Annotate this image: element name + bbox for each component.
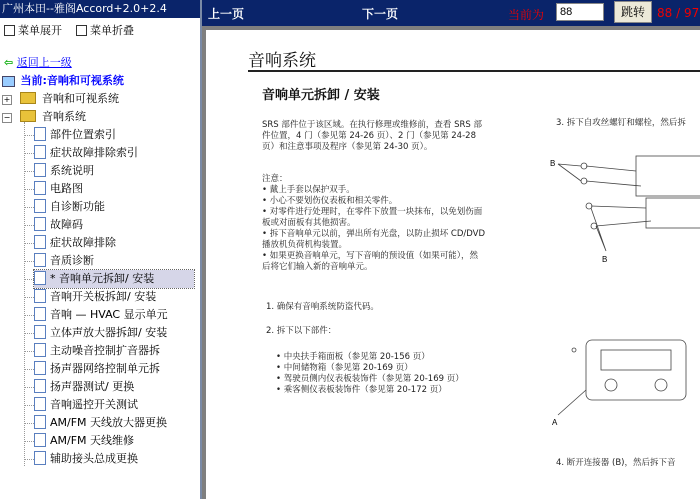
document-icon [34, 289, 46, 303]
section-title: 音响系统 [248, 51, 316, 71]
tree-branch-line [24, 369, 34, 370]
next-page-button[interactable]: 下一页 [362, 7, 399, 21]
menu-item[interactable] [34, 450, 178, 468]
audio-unit-removal-figure [546, 126, 700, 276]
menu-item[interactable] [34, 270, 194, 288]
tree-branch-line [24, 207, 34, 208]
menu-item-label: AM/FM 天线维修 [50, 434, 135, 447]
step-1: 1. 确保有音响系统防盗代码。 [266, 302, 379, 312]
document-icon [34, 145, 46, 159]
subsection-title: 音响单元拆卸 / 安装 [262, 88, 380, 103]
menu-item-label: 系统说明 [50, 164, 94, 177]
folder-audio-system[interactable]: − 音响系统 [3, 110, 86, 123]
step-4: 4. 断开连接器 (B)，然后拆下音 [556, 458, 676, 468]
menu-item[interactable] [34, 252, 134, 270]
menu-item[interactable] [34, 378, 174, 396]
menu-item[interactable] [34, 324, 202, 342]
document-icon [34, 343, 46, 357]
tree-branch-line [24, 279, 34, 280]
menu-item-label: 音响开关板拆卸/ 安装 [50, 290, 157, 303]
jump-button[interactable]: 跳转 [614, 1, 652, 23]
tree-branch-line [24, 135, 34, 136]
menu-item-label: AM/FM 天线放大器更换 [50, 416, 168, 429]
tree-connector [24, 122, 25, 466]
menu-item[interactable] [34, 198, 145, 216]
expand-menu-button[interactable]: 菜单展开 [4, 22, 62, 38]
menu-item[interactable] [34, 234, 156, 252]
step-2: 2. 拆下以下部件： [266, 326, 337, 336]
document-icon [34, 325, 46, 339]
menu-item-label: 立体声放大器拆卸/ 安装 [50, 326, 168, 339]
tree-branch-line [24, 333, 34, 334]
open-folder-icon [20, 110, 36, 122]
document-viewer [202, 26, 700, 499]
tree-branch-line [24, 387, 34, 388]
menu-item[interactable] [34, 180, 123, 198]
menu-item-label: 部件位置索引 [50, 128, 116, 141]
menu-item-label: 自诊断功能 [50, 200, 105, 213]
page-number-input[interactable] [556, 3, 604, 21]
document-icon [34, 307, 46, 321]
menu-item-label: 音响遥控开关测试 [50, 398, 138, 411]
collapse-menu-button[interactable]: 菜单折叠 [76, 22, 134, 38]
tree-branch-line [24, 351, 34, 352]
collapse-minus-icon[interactable]: − [3, 113, 11, 122]
menu-item-label: 故障码 [50, 218, 83, 231]
menu-item-label: 辅助接头总成更换 [50, 452, 138, 465]
document-icon [34, 379, 46, 393]
tree-branch-line [24, 441, 34, 442]
document-icon [34, 199, 46, 213]
document-icon [34, 253, 46, 267]
tree-branch-line [24, 189, 34, 190]
back-link[interactable]: ⇦ 返回上一级 [4, 56, 72, 69]
current-page-label: 当前为 [508, 8, 545, 22]
menu-item[interactable] [34, 432, 174, 450]
fig-label-a: A [552, 418, 558, 427]
menu-item-label: 扬声器网络控制单元拆 [50, 362, 160, 375]
document-icon [34, 397, 46, 411]
document-icon [34, 163, 46, 177]
parts-list: • 中央扶手箱面板（参见第 20-156 页） • 中间储物箱（参见第 20-169 页） • 驾驶员侧内仪表板装饰件（参见第 20-169 页） • 乘客侧仪表板装饰件（参见第 20-172 页） [276, 352, 464, 395]
document-icon [34, 181, 46, 195]
expand-plus-icon[interactable]: + [3, 95, 11, 104]
menu-item-label: 主动噪音控制扩音器拆 [50, 344, 160, 357]
tree-branch-line [24, 315, 34, 316]
fig-label-b: B [550, 159, 556, 168]
document-icon [34, 235, 46, 249]
document-icon [34, 433, 46, 447]
menu-item[interactable] [34, 126, 156, 144]
folder-icon [20, 92, 36, 104]
document-icon [34, 415, 46, 429]
tree-branch-line [24, 171, 34, 172]
tree-branch-line [24, 405, 34, 406]
computer-icon [2, 76, 15, 87]
menu-item-label: 症状故障排除 [50, 236, 116, 249]
srs-warning: SRS 部件位于该区域。在执行修理或维修前，查看 SRS 部 件位置，4 门（参见第 24-26 页）、2 门（参见第 24-28 页）和注意事项及程序（参见第 24-30 页）。 [262, 120, 483, 152]
menu-item-label: 音质诊断 [50, 254, 94, 267]
current-location: 当前:音响和可视系统 [2, 72, 124, 90]
notes: 注意： • 戴上手套以保护双手。 • 小心不要划伤仪表板和相关零件。 • 对零件进行处理时，在零件下放置一块抹布，以免划伤面 板或对面板有其他损害。 • 拆下音响单元以前，弹出所有光盘，以防止损坏 CD/DVD 播放机负荷机构装置。 • 如果更换音响单元，写下音响的预设值（如果可能），然 后将它们输入新的音响单元。 [262, 174, 486, 272]
menu-item[interactable] [34, 414, 202, 432]
expand-icon [4, 25, 15, 36]
audio-panel-figure [546, 330, 700, 460]
tree-branch-line [24, 225, 34, 226]
menu-item-label: * 音响单元拆卸/ 安装 [50, 272, 155, 285]
document-icon [34, 451, 46, 465]
tree-branch-line [24, 297, 34, 298]
tree-branch-line [24, 459, 34, 460]
tree-branch-line [24, 261, 34, 262]
menu-item-label: 电路图 [50, 182, 83, 195]
tree-branch-line [24, 243, 34, 244]
menu-item-label: 扬声器测试/ 更换 [50, 380, 135, 393]
menu-item[interactable] [34, 342, 200, 360]
title-rule [248, 70, 700, 72]
menu-item-label: 症状故障排除索引 [50, 146, 138, 159]
menu-item[interactable] [34, 288, 196, 306]
menu-item[interactable] [34, 216, 123, 234]
document-icon [34, 271, 46, 285]
document-icon [34, 361, 46, 375]
menu-item[interactable] [34, 396, 178, 414]
sidebar-title: 广州本田--雅阁Accord+2.0+2.4 [0, 0, 200, 18]
menu-item[interactable] [34, 162, 134, 180]
menu-item[interactable] [34, 144, 178, 162]
folder-audio-video[interactable]: + 音响和可视系统 [3, 92, 119, 105]
menu-item-label: 音响 — HVAC 显示单元 [50, 308, 168, 321]
step-3: 3. 拆下自攻丝螺钉和螺栓，然后拆 [556, 118, 686, 128]
page-count: 88 / 97 [657, 6, 700, 20]
tree-branch-line [24, 423, 34, 424]
manual-page [206, 30, 700, 499]
sidebar-panel [0, 0, 202, 499]
document-icon [34, 127, 46, 141]
menu-item[interactable] [34, 306, 202, 324]
menu-item[interactable] [34, 360, 200, 378]
fig-label-b-lower: B [602, 255, 608, 264]
collapse-icon [76, 25, 87, 36]
document-icon [34, 217, 46, 231]
back-arrow-icon: ⇦ [4, 56, 14, 69]
prev-page-button[interactable]: 上一页 [208, 7, 245, 21]
tree-branch-line [24, 153, 34, 154]
